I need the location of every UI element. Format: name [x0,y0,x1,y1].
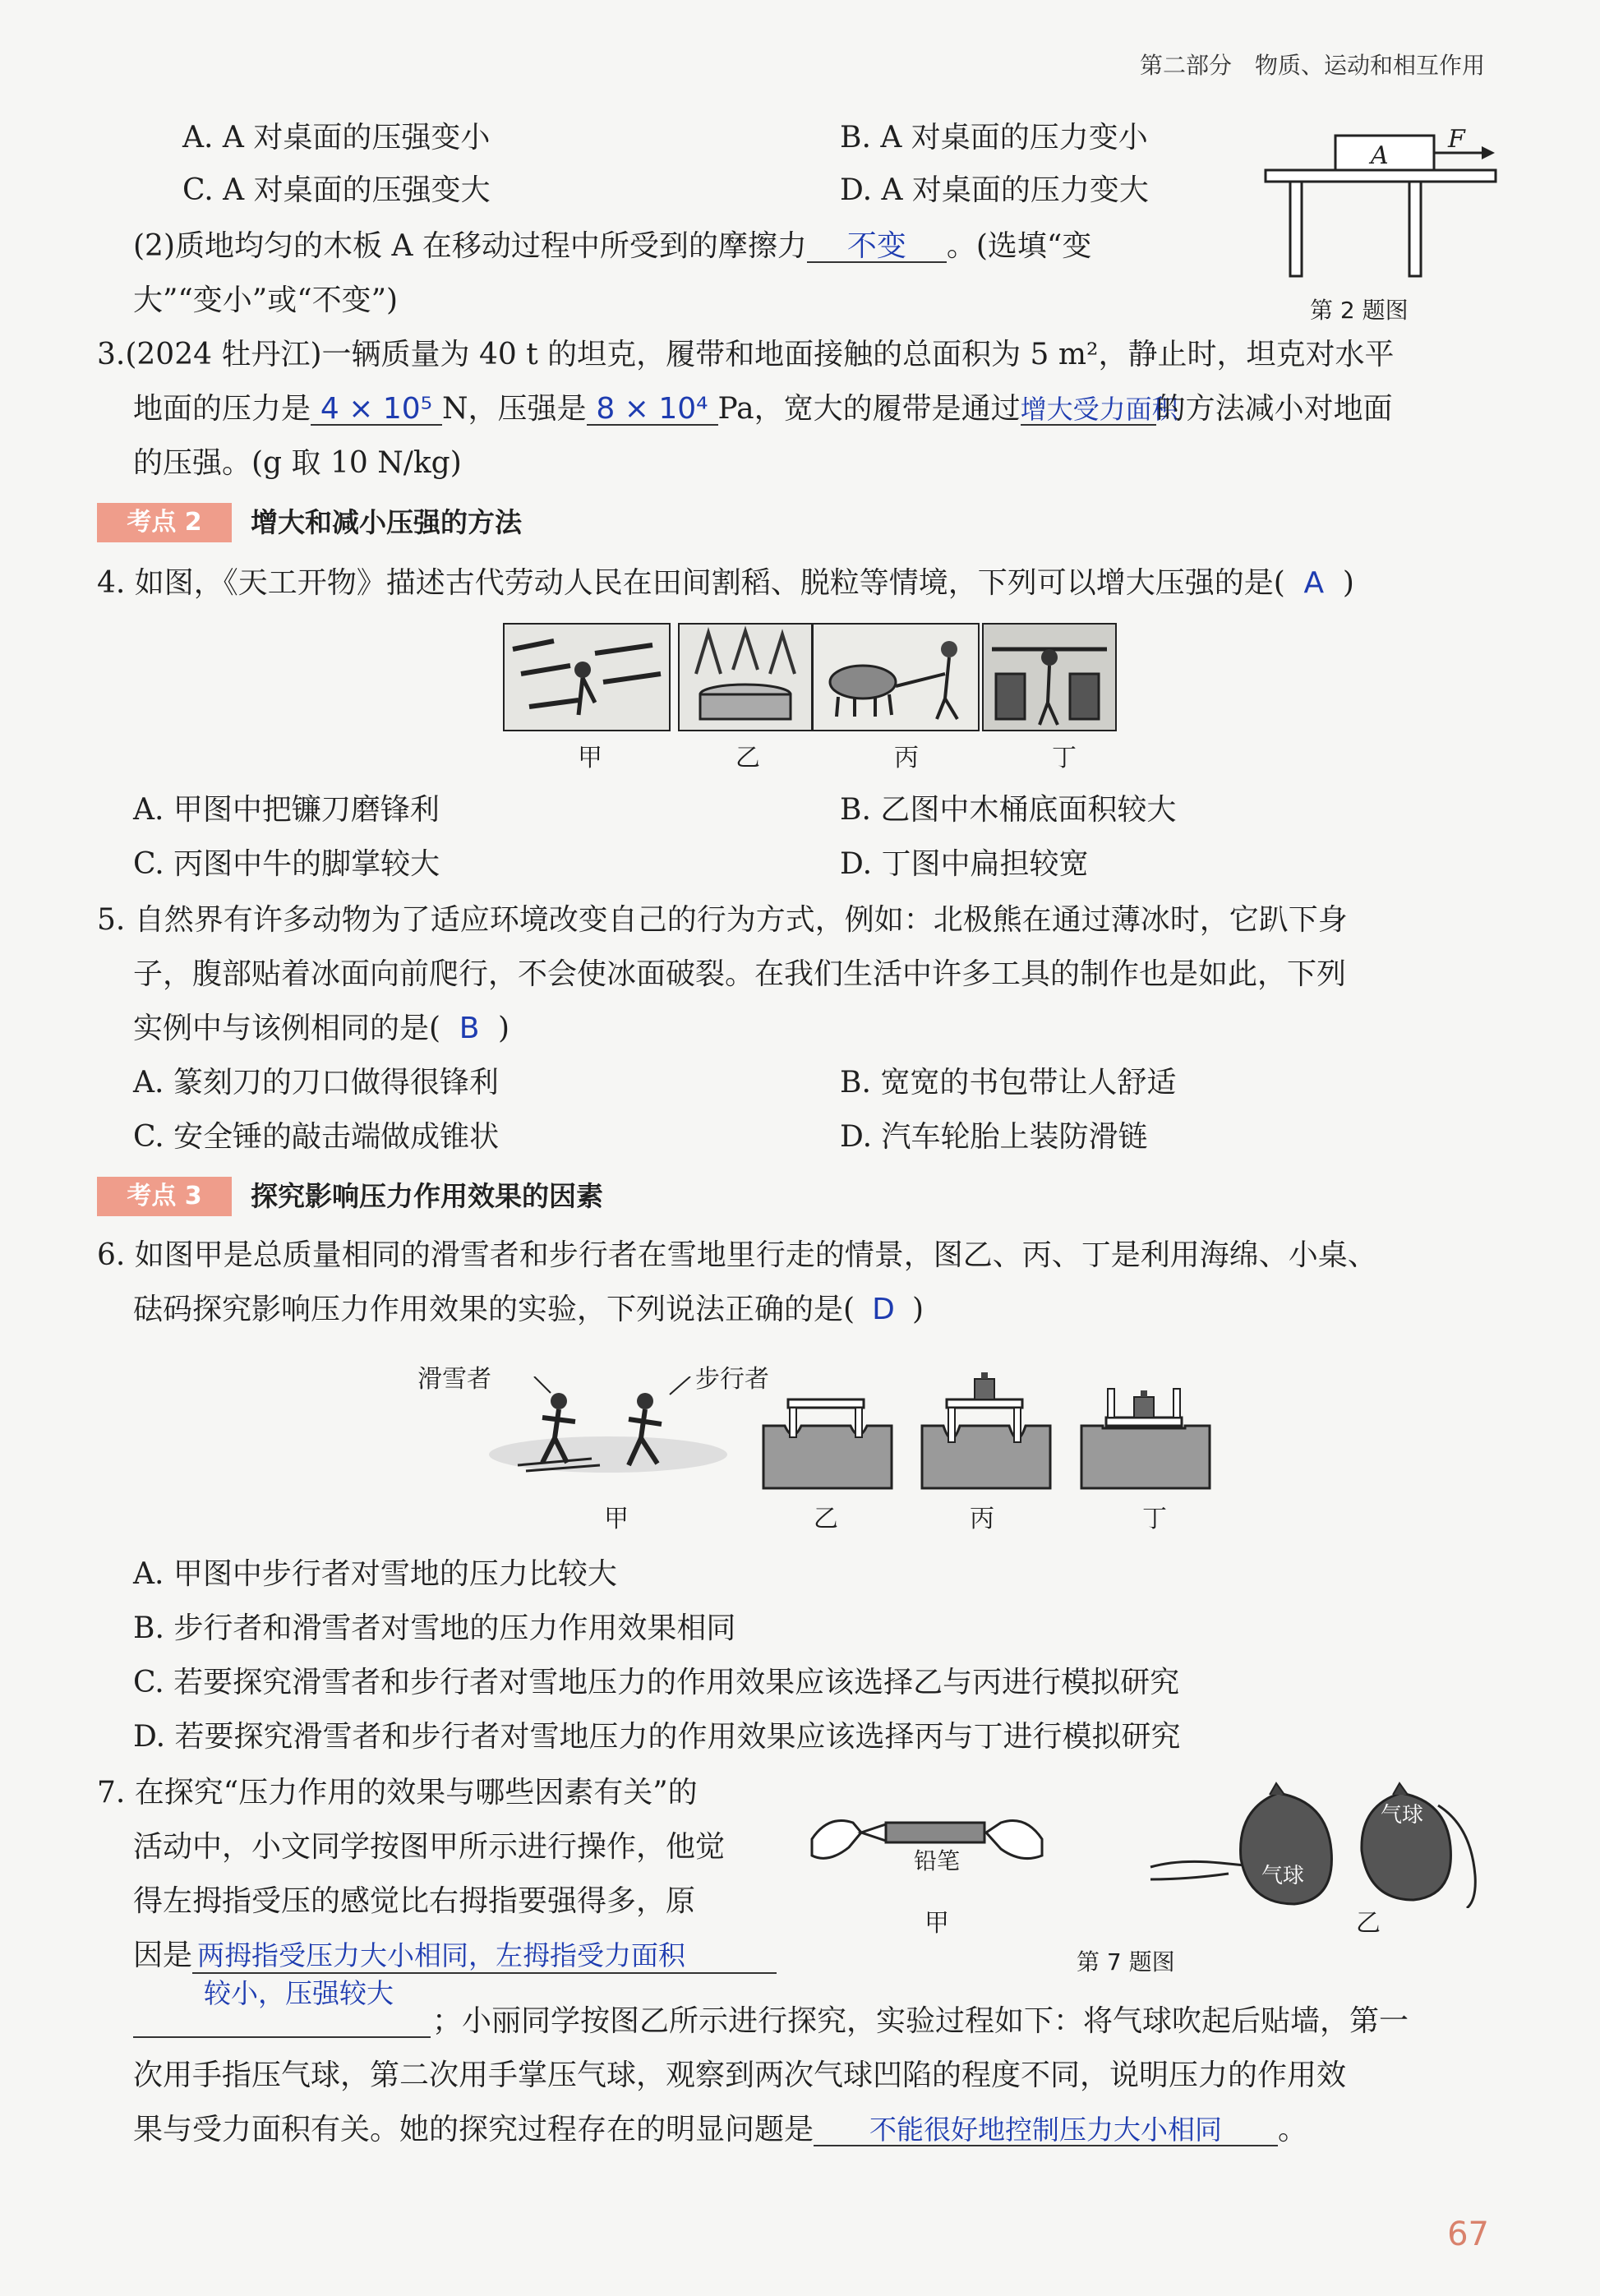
q7-label-yi: 乙 [1356,1909,1381,1938]
q7-line3: 得左拇指受压的感觉比右拇指要强得多，原 [133,1884,696,1918]
q6-figure-ding [1078,1371,1214,1491]
q6-close: ) [912,1293,924,1326]
q3-text-a: 地面的压力是 [133,392,311,426]
q7-line1: 7. 在探究“压力作用的效果与哪些因素有关”的 [97,1776,698,1810]
running-header: 第二部分 物质、运动和相互作用 [1139,52,1485,79]
q7-answer-underline [133,2036,431,2038]
page-number: 67 [1447,2215,1489,2253]
q7-answer-problem: 不能很好地控制压力大小相同 [814,2115,1278,2146]
weight-icon [975,1379,994,1399]
q5-close: ) [498,1012,510,1045]
q5-line3-text: 实例中与该例相同的是( [133,1012,441,1045]
q3-text-d: 的方法减小对地面 [1155,392,1393,426]
table-leg-left [1290,182,1302,276]
q3-text-b: N，压强是 [442,392,587,426]
q4-figure-ding [982,623,1117,731]
force-arrowhead [1482,146,1495,159]
q6-line2 [133,1293,924,1326]
walker-head-icon [637,1393,653,1409]
q6-answer: D [872,1293,895,1326]
q2-answer-blank: 不变 [807,232,947,263]
q3-answer-force: 4 × 10⁵ [311,394,442,426]
q6-label-walker: 步行者 [695,1365,769,1394]
q6-figure-bing [919,1371,1054,1491]
pencil-icon [886,1823,984,1842]
q4-figure-jia [503,623,671,731]
q7-line4 [133,1939,777,1974]
topic3-tag: 考点 3 [97,1177,232,1216]
q6-line2-text: 砝码探究影响压力作用效果的实验，下列说法正确的是( [133,1293,855,1326]
q3-text-c: Pa，宽大的履带是通过 [717,392,1021,426]
topic2-tag: 考点 2 [97,503,232,542]
q5-option-b: B. 宽宽的书包带让人舒适 [840,1066,1177,1100]
q6-label-jia: 甲 [604,1505,629,1533]
q2-option-b: B. A 对桌面的压力变小 [840,121,1148,154]
q5-option-d: D. 汽车轮胎上装防滑链 [840,1120,1148,1154]
threshing-barrel-icon [680,625,811,730]
q7-figure-yi [1146,1777,1492,1908]
carrying-pole-icon [984,625,1115,730]
q4-label-ding: 丁 [1052,744,1077,772]
q7-line8-end: 。 [1278,2113,1308,2146]
q4-figure-yi [678,623,813,731]
q3-line2 [133,393,1393,426]
q6-label-yi: 乙 [814,1505,838,1533]
q7-line6: ；小丽同学按图乙所示进行探究，实验过程如下：将气球吹起后贴墙，第一 [432,2004,1409,2038]
q4-close: ) [1342,566,1354,600]
q6-option-c: C. 若要探究滑雪者和步行者对雪地压力的作用效果应该选择乙与丙进行模拟研究 [133,1666,1180,1699]
harvest-sketch-icon [505,625,669,730]
q3-line3: 的压强。(g 取 10 N/kg) [133,446,462,480]
q7-line7: 次用手指压气球，第二次用手掌压气球，观察到两次气球凹陷的程度不同，说明压力的作用效 [133,2059,1347,2092]
q4-option-b: B. 乙图中木桶底面积较大 [840,793,1177,827]
q6-figure-yi [760,1393,896,1491]
q6-label-skier: 滑雪者 [417,1365,491,1394]
q4-label-yi: 乙 [735,744,760,772]
table-leg-right [1409,182,1421,276]
right-hand-icon [986,1821,1042,1859]
q2-part2-line1 [133,230,1091,263]
q3-answer-method: 增大受力面积 [1020,394,1178,425]
q5-answer: B [459,1012,480,1045]
q2-part2-text: (2)质地均匀的木板 A 在移动过程中所受到的摩擦力 [133,229,807,263]
q6-option-a: A. 甲图中步行者对雪地的压力比较大 [133,1557,617,1591]
q4-option-d: D. 丁图中扁担较宽 [840,847,1089,881]
q5-line1: 5. 自然界有许多动物为了适应环境改变自己的行为方式，例如：北极熊在通过薄冰时，它趴下身 [97,903,1348,937]
q6-line1: 6. 如图甲是总质量相同的滑雪者和步行者在雪地里行走的情景，图乙、丙、丁是利用海绵、小桌、 [97,1238,1377,1272]
q2-option-c: C. A 对桌面的压强变大 [182,173,491,207]
finger-hand-icon [1150,1861,1245,1867]
q2-option-d: D. A 对桌面的压力变大 [840,173,1149,207]
q2-figure-caption: 第 2 题图 [1310,297,1409,324]
q6-option-b: B. 步行者和滑雪者对雪地的压力作用效果相同 [133,1611,736,1645]
left-hand-icon [812,1821,861,1859]
q7-label-jia: 甲 [924,1909,949,1938]
q5-option-a: A. 篆刻刀的刀口做得很锋利 [133,1066,499,1100]
q7-figure-caption: 第 7 题图 [1077,1948,1175,1976]
q4-option-a: A. 甲图中把镰刀磨锋利 [133,793,440,827]
q4-label-jia: 甲 [578,744,602,772]
q2-option-a: A. A 对桌面的压强变小 [182,121,491,154]
q6-option-d: D. 若要探究滑雪者和步行者对雪地压力的作用效果应该选择丙与丁进行模拟研究 [133,1720,1181,1754]
q7-label-pencil: 铅笔 [914,1847,961,1874]
q5-line2: 子，腹部贴着冰面向前爬行，不会使冰面破裂。在我们生活中许多工具的制作也是如此，下列 [133,957,1347,991]
q7-line2: 活动中，小文同学按图甲所示进行操作，他觉 [133,1830,726,1864]
q7-answer-part2: 较小，压强较大 [204,1977,394,2009]
topic3-title: 探究影响压力作用效果的因素 [251,1180,603,1212]
q6-label-bing: 丙 [970,1505,994,1533]
q3-answer-pressure: 8 × 10⁴ [587,394,718,426]
q6-label-ding: 丁 [1142,1505,1167,1533]
q3-line1: 3.(2024 牡丹江)一辆质量为 40 t 的坦克，履带和地面接触的总面积为 5 m²，静止时，坦克对水平 [97,338,1395,371]
q4-stem [97,567,1354,600]
q7-line8-text: 果与受力面积有关。她的探究过程存在的明显问题是 [133,2113,814,2146]
q5-option-c: C. 安全锤的敲击端做成锥状 [133,1120,500,1154]
topic2-title: 增大和减小压强的方法 [251,506,522,538]
q4-stem-text: 4. 如图，《天工开物》描述古代劳动人民在田间割稻、脱粒等情境，下列可以增大压强的是( [97,566,1285,600]
q7-line4-text: 因是 [133,1939,193,1972]
ox-plough-icon [814,625,978,730]
q4-option-c: C. 丙图中牛的脚掌较大 [133,847,440,881]
q7-answer-part1: 两拇指受压力大小相同，左拇指受力面积 [192,1939,777,1974]
q6-figure-jia [485,1376,731,1479]
q2-label-f: F [1448,125,1465,154]
q4-answer: A [1303,566,1325,600]
skier-head-icon [551,1393,567,1409]
q2-label-a: A [1371,141,1389,170]
q7-label-balloon-1: 气球 [1261,1864,1305,1888]
q7-label-balloon-2: 气球 [1381,1803,1424,1828]
q2-part2-tail: 。(选填“变 [946,229,1092,263]
q7-line8 [133,2114,1307,2146]
q5-line3 [133,1012,510,1045]
q2-part2-line2: 大”“变小”或“不变”) [133,284,399,317]
q4-label-bing: 丙 [894,744,919,772]
weight-icon [1134,1397,1154,1418]
q4-figure-bing [812,623,980,731]
